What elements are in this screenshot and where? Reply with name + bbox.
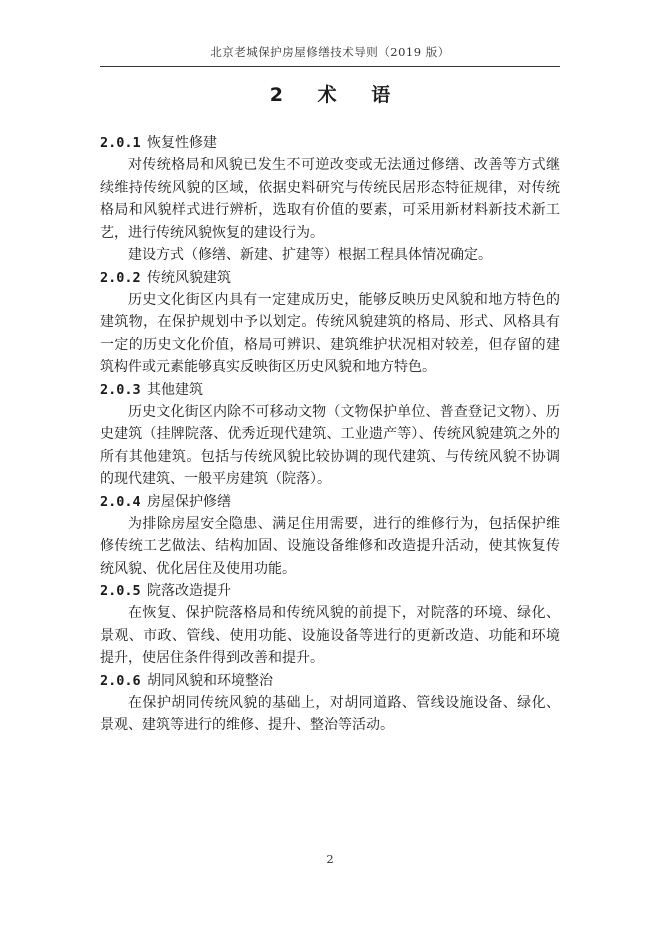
term-2-0-3 — [100, 379, 560, 491]
term-heading — [100, 491, 560, 513]
term-2-0-6 — [100, 670, 560, 737]
chapter-title: 2 术 语 — [269, 84, 405, 106]
term-2-0-4 — [100, 491, 560, 581]
term-heading — [100, 267, 560, 289]
term-paragraph: 建设方式（修缮、新建、扩建等）根据工程具体情况确定。 — [128, 247, 492, 263]
header-rule — [100, 66, 560, 67]
term-paragraph: 历史文化街区内具有一定建成历史，能够反映历史风貌和地方特色的建筑物，在保护规划中予以划定。传统风貌建筑的格局、形式、风格具有一定的历史文化价值，格局可辨识、建筑维护状况相对较差，但存留的建筑构件或元素能够真实反映街区历史风貌和地方特色。 — [100, 291, 560, 375]
term-number: 2.0.3 — [100, 381, 141, 398]
term-paragraph: 为排除房屋安全隐患、满足住用需要，进行的维修行为，包括保护维修传统工艺做法、结构加固、设施设备维修和改造提升活动，使其恢复传统风貌、优化居住及使用功能。 — [100, 515, 560, 577]
terms-content — [100, 132, 560, 737]
term-name: 恢复性修建 — [147, 135, 217, 151]
term-name: 传统风貌建筑 — [147, 269, 231, 286]
term-paragraph: 对传统格局和风貌已发生不可逆改变或无法通过修缮、改善等方式继续维持传统风貌的区域，依据史料研究与传统民居形态特征规律，对传统格局和风貌样式进行辨析，选取有价值的要素，可采用新材料新技术新工艺，进行传统风貌恢复的建设行为。 — [100, 157, 560, 241]
term-number: 2.0.2 — [100, 269, 141, 286]
term-name: 胡同风貌和环境整治 — [147, 672, 273, 689]
term-2-0-1 — [100, 132, 560, 267]
term-name: 房屋保护修缮 — [147, 493, 231, 510]
term-paragraph: 历史文化街区内除不可移动文物（文物保护单位、普查登记文物）、历史建筑（挂牌院落、优秀近现代建筑、工业遗产等）、传统风貌建筑之外的所有其他建筑。包括与传统风貌比较协调的现代建筑、与传统风貌不协调的现代建筑、一般平房建筑（院落）。 — [100, 403, 560, 487]
term-paragraph: 在保护胡同传统风貌的基础上，对胡同道路、管线设施设备、绿化、景观、建筑等进行的维修、提升、整治等活动。 — [100, 694, 560, 733]
term-number: 2.0.6 — [100, 672, 141, 689]
term-heading — [100, 670, 560, 692]
term-paragraph: 在恢复、保护院落格局和传统风貌的前提下，对院落的环境、绿化、景观、市政、管线、使用功能、设施设备等进行的更新改造、功能和环境提升，使居住条件得到改善和提升。 — [100, 605, 560, 666]
term-number: 2.0.1 — [100, 135, 141, 151]
term-heading — [100, 132, 560, 154]
term-heading — [100, 379, 560, 401]
term-2-0-5 — [100, 580, 560, 670]
term-2-0-2 — [100, 267, 560, 379]
running-header: 北京老城保护房屋修缮技术导则（2019 版） — [210, 45, 450, 59]
term-number: 2.0.5 — [100, 583, 141, 599]
term-heading — [100, 580, 560, 602]
page-number: 2 — [326, 852, 334, 866]
term-name: 其他建筑 — [147, 381, 203, 398]
term-name: 院落改造提升 — [147, 583, 231, 599]
term-number: 2.0.4 — [100, 493, 141, 510]
